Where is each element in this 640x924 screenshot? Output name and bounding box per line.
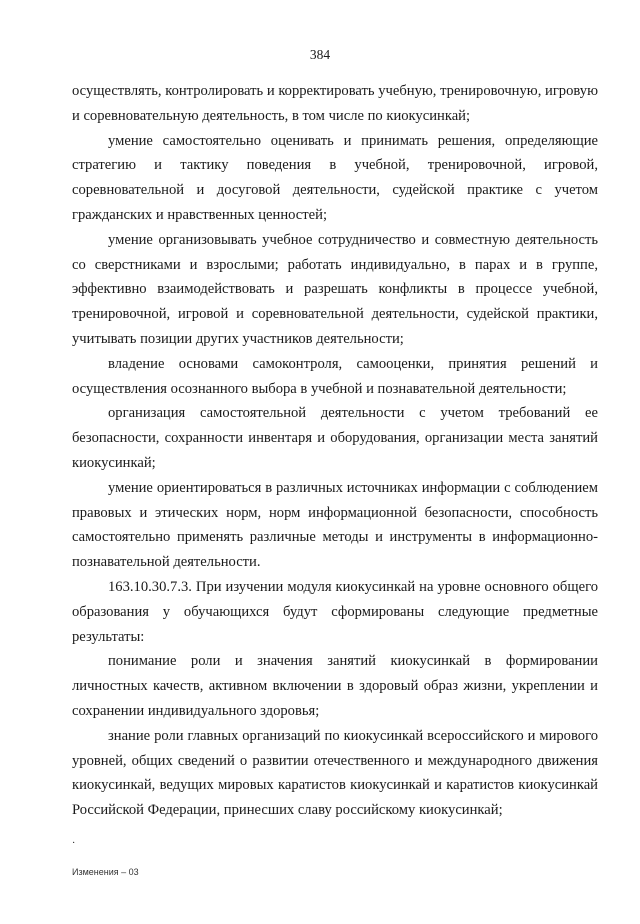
paragraph-cooperation: умение организовывать учебное сотрудничество и совместную деятельность со сверстниками и взрослыми; работать индивидуально, в парах и в группе, эффективно взаимодействовать и разрешать конфликты в процессе учебной, тренировочной, игровой и соревновательной деятельности, судейской практики, учитывать позиции других участников деятельности; — [72, 231, 598, 347]
page-number: 384 — [309, 47, 331, 62]
paragraph-section-163-10-30-7-3: 163.10.30.7.3. При изучении модуля киокусинкай на уровне основного общего образования у обучающихся будут сформированы следующие предметные результаты: — [72, 578, 598, 645]
paragraph-continuation: осуществлять, контролировать и корректировать учебную, тренировочную, игровую и соревновательную деятельность, в том числе по киокусинкай; — [72, 83, 598, 124]
document-body — [72, 79, 598, 823]
paragraph-safety: организация самостоятельной деятельности с учетом требований ее безопасности, сохранности инвентаря и оборудования, организации места занятий киокусинкай; — [72, 405, 598, 471]
revision-footer: Изменения – 03 — [72, 867, 139, 877]
paragraph-self-control: владение основами самоконтроля, самооценки, принятия решений и осуществления осознанного выбора в учебной и познавательной деятельности; — [72, 355, 598, 397]
paragraph-organizations-knowledge: знание роли главных организаций по киокусинкай всероссийского и мирового уровней, общих сведений о развитии отечественного и международного движения киокусинкай, ведущих мировых каратистов киокусинкай и каратистов киокусинкай Российской Федерации, принесших славу российскому киокусинкай; — [72, 727, 598, 819]
footnote-mark: · — [72, 838, 76, 849]
paragraph-decision-making: умение самостоятельно оценивать и принимать решения, определяющие стратегию и тактику поведения в учебной, тренировочной, игровой, соревновательной и досуговой деятельности, судейской практике с учетом гражданских и нравственных ценностей; — [72, 132, 598, 223]
paragraph-role-understanding: понимание роли и значения занятий киокусинкай в формировании личностных качеств, активном включении в здоровый образ жизни, укреплении и сохранении индивидуального здоровья; — [72, 653, 598, 719]
paragraph-information-sources: умение ориентироваться в различных источниках информации с соблюдением правовых и этических норм, норм информационной безопасности, способность самостоятельно применять различные методы и инструменты в информационно-познавательной деятельности. — [72, 479, 598, 571]
